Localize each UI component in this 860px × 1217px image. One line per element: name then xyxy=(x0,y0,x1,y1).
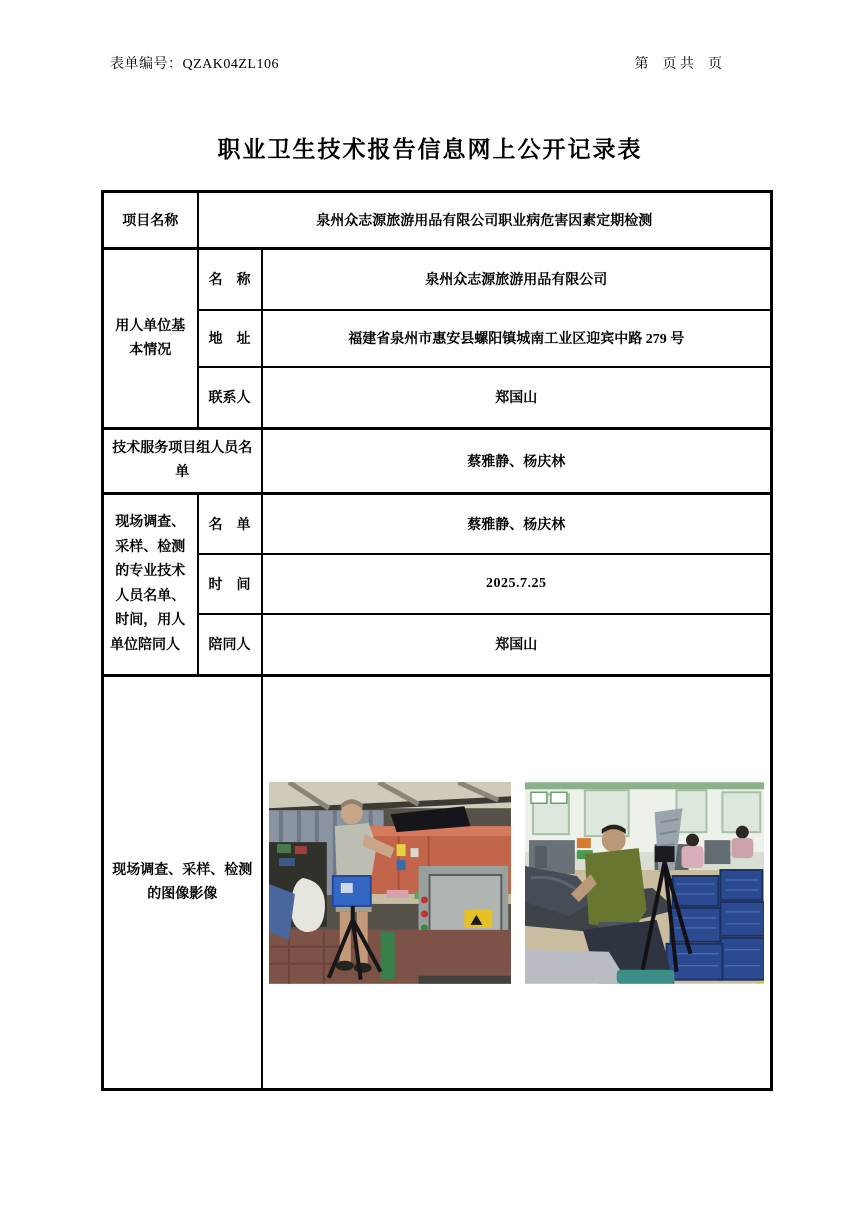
cell-employer-name-label: 名 称 xyxy=(198,249,262,310)
cell-employer-contact-label: 联系人 xyxy=(198,367,262,429)
cell-fieldwork-list-value: 蔡雅静、杨庆林 xyxy=(262,494,772,554)
record-table xyxy=(101,190,773,1091)
cell-team-value: 蔡雅静、杨庆林 xyxy=(262,429,772,494)
photo-field-sampling-at-machine xyxy=(269,782,511,984)
cell-team-label: 技术服务项目组人员名单 xyxy=(103,429,262,494)
cell-fieldwork-list-label: 名 单 xyxy=(198,494,262,554)
cell-project-label: 项目名称 xyxy=(103,192,198,249)
cell-fieldwork-time-value: 2025.7.25 xyxy=(262,554,772,614)
cell-images-section-label: 现场调查、采样、检测的图像影像 xyxy=(103,676,262,1090)
document-title: 职业卫生技术报告信息网上公开记录表 xyxy=(217,137,643,162)
photo-sewing-workshop xyxy=(525,782,764,984)
cell-employer-section-label: 用人单位基本情况 xyxy=(103,249,198,429)
form-number xyxy=(110,56,279,74)
form-number-value: QZAK04ZL106 xyxy=(182,57,279,72)
form-header xyxy=(110,56,722,74)
cell-employer-contact-value: 郑国山 xyxy=(262,367,772,429)
cell-fieldwork-escort-value: 郑国山 xyxy=(262,614,772,676)
cell-employer-address-label: 地 址 xyxy=(198,310,262,367)
page-marker: 第 页 共 页 xyxy=(634,57,722,72)
photo-row xyxy=(269,782,765,984)
cell-fieldwork-section-label: 现场调查、采样、检测的专业技术人员名单、时间，用人单位陪同人 xyxy=(103,494,198,676)
cell-images-photos xyxy=(262,676,772,1090)
cell-fieldwork-time-label: 时 间 xyxy=(198,554,262,614)
cell-employer-address-value: 福建省泉州市惠安县螺阳镇城南工业区迎宾中路 279 号 xyxy=(262,310,772,367)
cell-project-value: 泉州众志源旅游用品有限公司职业病危害因素定期检测 xyxy=(198,192,772,249)
form-number-label: 表单编号： xyxy=(110,57,183,72)
cell-employer-name-value: 泉州众志源旅游用品有限公司 xyxy=(262,249,772,310)
cell-fieldwork-escort-label: 陪同人 xyxy=(198,614,262,676)
